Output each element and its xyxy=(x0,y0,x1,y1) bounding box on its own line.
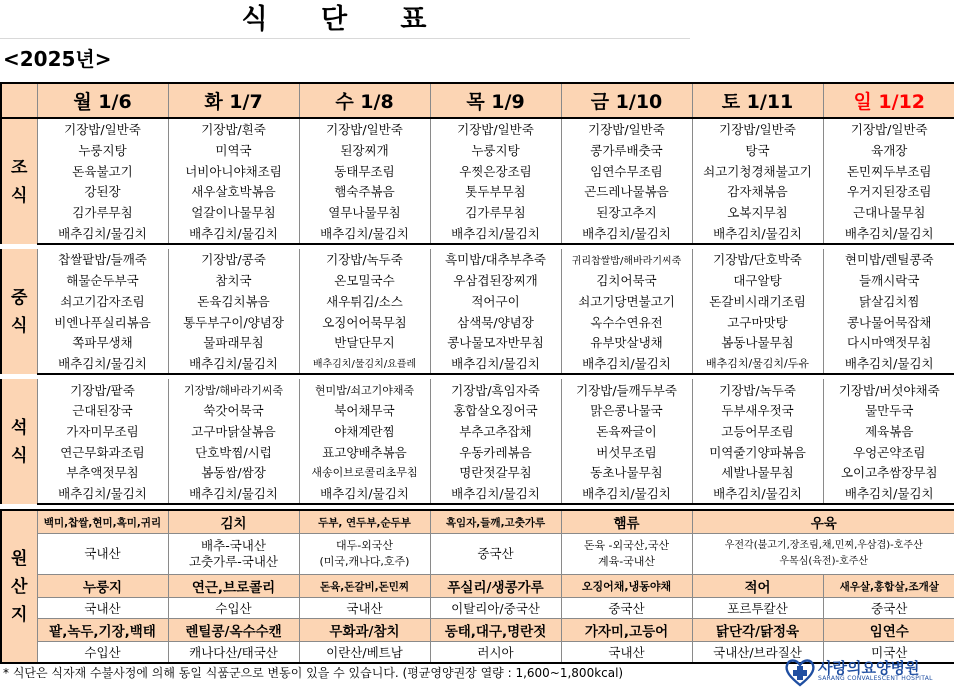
menu-item: 배추김치/물김치 xyxy=(430,353,561,375)
menu-item: 김가루무침 xyxy=(37,202,168,223)
meal-row xyxy=(1,441,954,462)
menu-item: 해물순두부국 xyxy=(37,270,168,291)
meal-row xyxy=(1,140,954,161)
menu-item: 기장밥/들깨두부죽 xyxy=(561,379,692,400)
origin-header: 푸실리/생콩가루 xyxy=(430,575,561,598)
origin-header: 팥,녹두,기장,백태 xyxy=(37,619,168,642)
menu-item: 쇠고기당면불고기 xyxy=(561,291,692,312)
menu-item: 기장밥/녹두죽 xyxy=(299,249,430,270)
menu-item: 육개장 xyxy=(823,140,954,161)
menu-item: 감자채볶음 xyxy=(692,181,823,202)
menu-item: 새우튀김/소스 xyxy=(299,291,430,312)
menu-item: 기장밥/일반죽 xyxy=(37,118,168,140)
origin-header: 새우살,홍합살,조개살 xyxy=(823,575,954,598)
menu-item: 물파래무침 xyxy=(168,332,299,353)
origin-header: 임연수 xyxy=(823,619,954,642)
day-header: 수 1/8 xyxy=(299,83,430,118)
meal-section-label: 석 식 xyxy=(1,379,37,504)
menu-item: 두부새우젓국 xyxy=(692,400,823,421)
origin-row xyxy=(1,575,954,598)
origin-value: 이탈리아/중국산 xyxy=(430,598,561,619)
origin-header: 백미,찹쌀,현미,흑미,귀리 xyxy=(37,510,168,534)
menu-item: 햄숙주볶음 xyxy=(299,181,430,202)
origin-header: 돈육,돈갈비,돈민찌 xyxy=(299,575,430,598)
origin-value: 미국산 xyxy=(823,642,954,664)
header-corner xyxy=(1,83,37,118)
menu-item: 오복지무침 xyxy=(692,202,823,223)
origin-header: 닭단각/닭정육 xyxy=(692,619,823,642)
menu-item: 오이고추쌈장무침 xyxy=(823,462,954,483)
menu-item: 미역국 xyxy=(168,140,299,161)
menu-item: 배추김치/물김치 xyxy=(430,483,561,505)
menu-item: 봄동쌈/쌈장 xyxy=(168,462,299,483)
menu-item: 닭살김치찜 xyxy=(823,291,954,312)
menu-item: 북어채무국 xyxy=(299,400,430,421)
cross-heart-icon xyxy=(784,657,816,687)
meal-row xyxy=(1,202,954,223)
meal-row xyxy=(1,400,954,421)
menu-item: 배추김치/물김치 xyxy=(37,353,168,375)
meal-row xyxy=(1,222,954,244)
origin-value: 중국산 xyxy=(823,598,954,619)
meal-row xyxy=(1,353,954,375)
origin-header: 우육 xyxy=(692,510,954,534)
menu-item: 기장밥/일반죽 xyxy=(430,118,561,140)
origin-value: 우전각(불고기,장조림,채,민찌,우삼겹)-호주산 우목심(육전)-호주산 xyxy=(692,534,954,575)
origin-value: 이란산/베트남 xyxy=(299,642,430,664)
menu-item: 표고양배추볶음 xyxy=(299,441,430,462)
menu-item: 탕국 xyxy=(692,140,823,161)
menu-item: 누룽지탕 xyxy=(37,140,168,161)
menu-item: 물만두국 xyxy=(823,400,954,421)
menu-item: 임연수무조림 xyxy=(561,160,692,181)
menu-item: 반달단무지 xyxy=(299,332,430,353)
origin-section-label: 원 산 지 xyxy=(1,510,37,663)
day-header: 화 1/7 xyxy=(168,83,299,118)
menu-item: 쪽파무생채 xyxy=(37,332,168,353)
menu-item: 새송이브로콜리초무침 xyxy=(299,462,430,483)
origin-header: 햄류 xyxy=(561,510,692,534)
meal-row xyxy=(1,421,954,442)
page-title: 식 단 표 xyxy=(241,4,449,35)
menu-item: 동초나물무침 xyxy=(561,462,692,483)
menu-item: 단호박찜/시럽 xyxy=(168,441,299,462)
day-header: 월 1/6 xyxy=(37,83,168,118)
menu-item: 다시마액젓무침 xyxy=(823,332,954,353)
origin-header: 렌틸콩/옥수수캔 xyxy=(168,619,299,642)
origin-value: 국내산 xyxy=(561,642,692,664)
menu-item: 배추김치/물김치 xyxy=(430,222,561,244)
menu-item: 야채계란찜 xyxy=(299,421,430,442)
origin-header: 가자미,고등어 xyxy=(561,619,692,642)
menu-item: 참치국 xyxy=(168,270,299,291)
menu-item: 콩나물모자반무침 xyxy=(430,332,561,353)
menu-item: 제육볶음 xyxy=(823,421,954,442)
menu-item: 배추김치/물김치 xyxy=(823,483,954,505)
menu-item: 찹쌀팥밥/들깨죽 xyxy=(37,249,168,270)
menu-item: 기장밥/팥죽 xyxy=(37,379,168,400)
day-header: 금 1/10 xyxy=(561,83,692,118)
title-divider xyxy=(0,38,690,39)
origin-value: 돈육 -외국산,국산 계육-국내산 xyxy=(561,534,692,575)
menu-item: 고구마맛탕 xyxy=(692,311,823,332)
meal-row xyxy=(1,332,954,353)
menu-item: 고등어무조림 xyxy=(692,421,823,442)
meal-row xyxy=(1,118,954,140)
origin-header: 동태,대구,명란젓 xyxy=(430,619,561,642)
menu-table xyxy=(0,82,954,664)
origin-value: 러시아 xyxy=(430,642,561,664)
day-header: 토 1/11 xyxy=(692,83,823,118)
menu-item: 기장밥/일반죽 xyxy=(561,118,692,140)
menu-item: 배추김치/물김치 xyxy=(168,353,299,375)
menu-item: 통두부구이/양념장 xyxy=(168,311,299,332)
hospital-name-english: SARANG CONVALESCENT HOSPITAL xyxy=(818,675,933,682)
meal-row xyxy=(1,160,954,181)
menu-item: 된장고추지 xyxy=(561,202,692,223)
menu-item: 우찟은장조림 xyxy=(430,160,561,181)
menu-item: 기장밥/해바라기씨죽 xyxy=(168,379,299,400)
menu-item: 기장밥/일반죽 xyxy=(299,118,430,140)
menu-item: 배추김치/물김치 xyxy=(299,483,430,505)
menu-item: 동태무조림 xyxy=(299,160,430,181)
menu-item: 버섯무조림 xyxy=(561,441,692,462)
menu-item: 귀리찹쌀밥/해바라기씨죽 xyxy=(561,249,692,270)
origin-header: 무화과/참치 xyxy=(299,619,430,642)
menu-item: 얼갈이나물무침 xyxy=(168,202,299,223)
menu-item: 새우살호박볶음 xyxy=(168,181,299,202)
menu-item: 우엉곤약조림 xyxy=(823,441,954,462)
menu-item: 비엔나푸실리볶음 xyxy=(37,311,168,332)
menu-item: 배추김치/물김치 xyxy=(561,483,692,505)
origin-value: 중국산 xyxy=(561,598,692,619)
menu-item: 콩가루배춧국 xyxy=(561,140,692,161)
menu-item: 쇠고기청경채불고기 xyxy=(692,160,823,181)
menu-item: 김가루무침 xyxy=(430,202,561,223)
menu-item: 배추김치/물김치 xyxy=(37,222,168,244)
origin-value: 국내산 xyxy=(299,598,430,619)
menu-item: 돈육불고기 xyxy=(37,160,168,181)
footnote: * 식단은 식자재 수불사정에 의해 동일 식품군으로 변동이 있을 수 있습니다. (평균영양권장 열량 : 1,600~1,800kcal) xyxy=(3,666,624,680)
origin-row xyxy=(1,598,954,619)
menu-item: 봄동나물무침 xyxy=(692,332,823,353)
origin-header: 오징어채,냉동야채 xyxy=(561,575,692,598)
menu-item: 현미밥/쇠고기야채죽 xyxy=(299,379,430,400)
menu-item: 강된장 xyxy=(37,181,168,202)
hospital-name: 사랑의요양병원 xyxy=(818,659,920,677)
menu-item: 홍합살오징어국 xyxy=(430,400,561,421)
menu-item: 배추김치/물김치/두유 xyxy=(692,353,823,375)
meal-row xyxy=(1,462,954,483)
meal-row xyxy=(1,249,954,270)
meal-section-label: 중 식 xyxy=(1,249,37,374)
menu-item: 누룽지탕 xyxy=(430,140,561,161)
origin-header: 누룽지 xyxy=(37,575,168,598)
menu-item: 명란젓갈무침 xyxy=(430,462,561,483)
menu-item: 부추고추잡채 xyxy=(430,421,561,442)
menu-item: 들깨시락국 xyxy=(823,270,954,291)
origin-row xyxy=(1,534,954,575)
origin-value: 국내산/브라질산 xyxy=(692,642,823,664)
menu-item: 기장밥/흑임자죽 xyxy=(430,379,561,400)
menu-item: 우동카레볶음 xyxy=(430,441,561,462)
menu-item: 근대된장국 xyxy=(37,400,168,421)
menu-item: 옥수수연유전 xyxy=(561,311,692,332)
origin-value: 국내산 xyxy=(37,534,168,575)
origin-value: 중국산 xyxy=(430,534,561,575)
menu-item: 쑥갓어묵국 xyxy=(168,400,299,421)
menu-item: 배추김치/물김치 xyxy=(168,483,299,505)
menu-item: 우거지된장조림 xyxy=(823,181,954,202)
menu-item: 온모밀국수 xyxy=(299,270,430,291)
origin-row xyxy=(1,619,954,642)
menu-item: 배추김치/물김치/요플레 xyxy=(299,353,430,375)
menu-item: 콩나물어묵잡채 xyxy=(823,311,954,332)
menu-item: 배추김치/물김치 xyxy=(823,222,954,244)
origin-header: 적어 xyxy=(692,575,823,598)
menu-item: 오징어어묵무침 xyxy=(299,311,430,332)
menu-item: 곤드레나물볶음 xyxy=(561,181,692,202)
hospital-logo xyxy=(784,655,954,688)
origin-value: 국내산 xyxy=(37,598,168,619)
menu-item: 고구마닭살볶음 xyxy=(168,421,299,442)
meal-row xyxy=(1,379,954,400)
menu-item: 열무나물무침 xyxy=(299,202,430,223)
menu-item: 부추액젓무침 xyxy=(37,462,168,483)
menu-item: 기장밥/콩죽 xyxy=(168,249,299,270)
origin-value: 대두-외국산 (미국,캐나다,호주) xyxy=(299,534,430,575)
meal-row xyxy=(1,181,954,202)
menu-item: 유부맛살냉채 xyxy=(561,332,692,353)
menu-item: 맑은콩나물국 xyxy=(561,400,692,421)
menu-item: 김치어묵국 xyxy=(561,270,692,291)
origin-value: 포르투칼산 xyxy=(692,598,823,619)
menu-item: 돈육김치볶음 xyxy=(168,291,299,312)
meal-row xyxy=(1,270,954,291)
menu-item: 기장밥/녹두죽 xyxy=(692,379,823,400)
menu-item: 우삼겹된장찌개 xyxy=(430,270,561,291)
menu-item: 너비아니야채조림 xyxy=(168,160,299,181)
origin-value: 배추-국내산 고춧가루-국내산 xyxy=(168,534,299,575)
day-header-sunday: 일 1/12 xyxy=(823,83,954,118)
menu-item: 근대나물무침 xyxy=(823,202,954,223)
menu-item: 가자미무조림 xyxy=(37,421,168,442)
menu-item: 삼색묵/양념장 xyxy=(430,311,561,332)
origin-header: 연근,브로콜리 xyxy=(168,575,299,598)
menu-item: 기장밥/단호박죽 xyxy=(692,249,823,270)
menu-item: 배추김치/물김치 xyxy=(299,222,430,244)
menu-item: 기장밥/버섯야채죽 xyxy=(823,379,954,400)
origin-value: 수입산 xyxy=(168,598,299,619)
menu-item: 배추김치/물김치 xyxy=(37,483,168,505)
origin-header: 두부, 연두부,순두부 xyxy=(299,510,430,534)
menu-item: 배추김치/물김치 xyxy=(561,222,692,244)
menu-item: 배추김치/물김치 xyxy=(823,353,954,375)
meal-section-label: 조 식 xyxy=(1,118,37,244)
meal-row xyxy=(1,311,954,332)
menu-item: 배추김치/물김치 xyxy=(168,222,299,244)
menu-item: 세발나물무침 xyxy=(692,462,823,483)
origin-header: 김치 xyxy=(168,510,299,534)
origin-row xyxy=(1,510,954,534)
menu-item: 적어구이 xyxy=(430,291,561,312)
menu-item: 대구알탕 xyxy=(692,270,823,291)
day-header: 목 1/9 xyxy=(430,83,561,118)
menu-item: 돈민찌두부조림 xyxy=(823,160,954,181)
menu-item: 현미밥/렌틸콩죽 xyxy=(823,249,954,270)
origin-value: 캐나다산/태국산 xyxy=(168,642,299,664)
menu-item: 기장밥/흰죽 xyxy=(168,118,299,140)
menu-item: 흑미밥/대추부추죽 xyxy=(430,249,561,270)
menu-item: 기장밥/일반죽 xyxy=(823,118,954,140)
origin-value: 수입산 xyxy=(37,642,168,664)
meal-row xyxy=(1,291,954,312)
menu-item: 돈육짜글이 xyxy=(561,421,692,442)
menu-item: 된장찌개 xyxy=(299,140,430,161)
menu-item: 연근무화과조림 xyxy=(37,441,168,462)
menu-item: 톳두부무침 xyxy=(430,181,561,202)
year-label: <2025년> xyxy=(3,47,112,71)
menu-item: 쇠고기감자조림 xyxy=(37,291,168,312)
menu-item: 배추김치/물김치 xyxy=(692,483,823,505)
menu-item: 배추김치/물김치 xyxy=(561,353,692,375)
menu-item: 돈갈비시래기조림 xyxy=(692,291,823,312)
day-header-row xyxy=(1,83,954,118)
meal-row xyxy=(1,483,954,505)
menu-item: 배추김치/물김치 xyxy=(692,222,823,244)
menu-item: 기장밥/일반죽 xyxy=(692,118,823,140)
origin-header: 흑임자,들깨,고춧가루 xyxy=(430,510,561,534)
menu-item: 미역줄기양파볶음 xyxy=(692,441,823,462)
